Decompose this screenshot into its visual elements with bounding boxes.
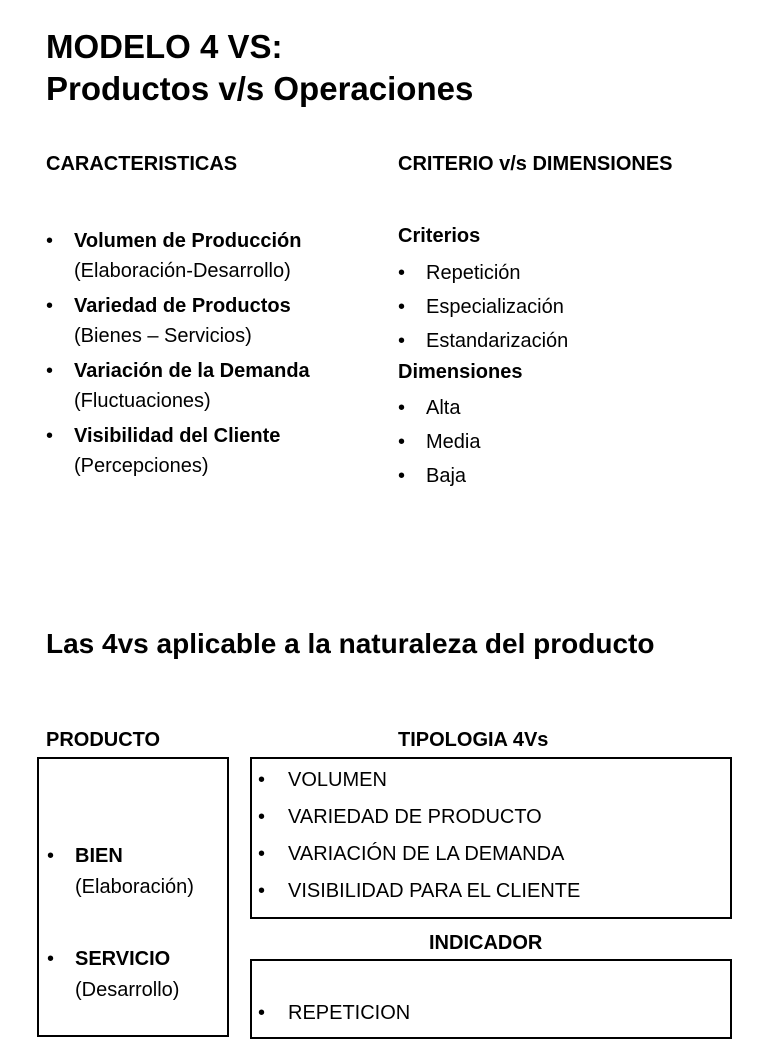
list-item bbox=[252, 762, 722, 799]
section-title: Las 4vs aplicable a la naturaleza del producto bbox=[46, 628, 655, 659]
tipologia-label: VARIACIÓN DE LA DEMANDA bbox=[288, 843, 565, 865]
characteristic-detail: (Fluctuaciones) bbox=[74, 390, 211, 412]
characteristic-detail: (Bienes – Servicios) bbox=[74, 325, 252, 347]
tipologia-box bbox=[250, 757, 732, 919]
bullet-icon: • bbox=[47, 845, 55, 867]
producto-list bbox=[47, 841, 225, 1005]
bullet-icon: • bbox=[258, 1002, 266, 1024]
dimension-label: Baja bbox=[426, 465, 467, 487]
criterio-label: Estandarización bbox=[426, 330, 569, 352]
list-item bbox=[47, 944, 225, 1005]
tipologia-label: VOLUMEN bbox=[288, 769, 387, 791]
dimension-label: Media bbox=[426, 431, 481, 453]
bullet-icon: • bbox=[398, 296, 406, 318]
list-item bbox=[252, 799, 722, 836]
tipologia-label: VISIBILIDAD PARA EL CLIENTE bbox=[288, 880, 581, 902]
bullet-icon: • bbox=[398, 465, 406, 487]
bullet-icon: • bbox=[46, 425, 54, 447]
list-item bbox=[46, 226, 376, 286]
bullet-icon: • bbox=[398, 330, 406, 352]
tipologia-label: VARIEDAD DE PRODUCTO bbox=[288, 806, 542, 828]
bullet-icon: • bbox=[258, 769, 266, 791]
bullet-icon: • bbox=[258, 806, 266, 828]
bullet-icon: • bbox=[258, 843, 266, 865]
producto-heading: PRODUCTO bbox=[46, 729, 161, 751]
bullet-icon: • bbox=[398, 431, 406, 453]
list-item bbox=[252, 995, 722, 1032]
list-item bbox=[252, 873, 722, 910]
list-item bbox=[46, 421, 376, 481]
characteristic-detail: (Percepciones) bbox=[74, 455, 209, 477]
list-item bbox=[398, 425, 738, 459]
criterio-label: Especialización bbox=[426, 296, 564, 318]
criterios-list bbox=[398, 256, 738, 358]
characteristic-label: Visibilidad del Cliente bbox=[74, 425, 281, 447]
criteria-dimensions-heading: CRITERIO v/s DIMENSIONES bbox=[398, 153, 673, 175]
title-line-1: MODELO 4 VS: bbox=[46, 28, 283, 65]
indicador-label: REPETICION bbox=[288, 1002, 411, 1024]
producto-box bbox=[37, 757, 229, 1037]
list-item bbox=[398, 324, 738, 358]
characteristic-detail: (Elaboración-Desarrollo) bbox=[74, 260, 291, 282]
tipologia-list bbox=[252, 762, 722, 910]
producto-detail: (Desarrollo) bbox=[75, 979, 180, 1001]
list-item bbox=[252, 836, 722, 873]
characteristic-label: Volumen de Producción bbox=[74, 230, 302, 252]
page-title bbox=[46, 26, 473, 110]
indicador-heading: INDICADOR bbox=[429, 932, 543, 954]
bullet-icon: • bbox=[398, 397, 406, 419]
list-item bbox=[398, 256, 738, 290]
tipologia-heading: TIPOLOGIA 4Vs bbox=[398, 729, 549, 751]
title-line-2: Productos v/s Operaciones bbox=[46, 70, 474, 107]
dimensiones-list bbox=[398, 391, 738, 493]
list-item bbox=[47, 841, 225, 902]
list-item bbox=[46, 291, 376, 351]
dimensiones-heading: Dimensiones bbox=[398, 361, 523, 383]
producto-label: SERVICIO bbox=[75, 948, 171, 970]
list-item bbox=[398, 459, 738, 493]
criterios-heading: Criterios bbox=[398, 225, 481, 247]
criterio-label: Repetición bbox=[426, 262, 521, 284]
list-item bbox=[398, 391, 738, 425]
bullet-icon: • bbox=[398, 262, 406, 284]
list-item bbox=[398, 290, 738, 324]
bullet-icon: • bbox=[46, 230, 54, 252]
producto-detail: (Elaboración) bbox=[75, 876, 194, 898]
characteristics-list bbox=[46, 226, 376, 486]
characteristic-label: Variedad de Productos bbox=[74, 295, 291, 317]
indicador-box bbox=[250, 959, 732, 1039]
indicador-list bbox=[252, 995, 722, 1032]
bullet-icon: • bbox=[46, 360, 54, 382]
dimension-label: Alta bbox=[426, 397, 461, 419]
characteristics-heading: CARACTERISTICAS bbox=[46, 153, 238, 175]
characteristic-label: Variación de la Demanda bbox=[74, 360, 310, 382]
bullet-icon: • bbox=[46, 295, 54, 317]
bullet-icon: • bbox=[258, 880, 266, 902]
producto-label: BIEN bbox=[75, 845, 123, 867]
list-item bbox=[46, 356, 376, 416]
bullet-icon: • bbox=[47, 948, 55, 970]
